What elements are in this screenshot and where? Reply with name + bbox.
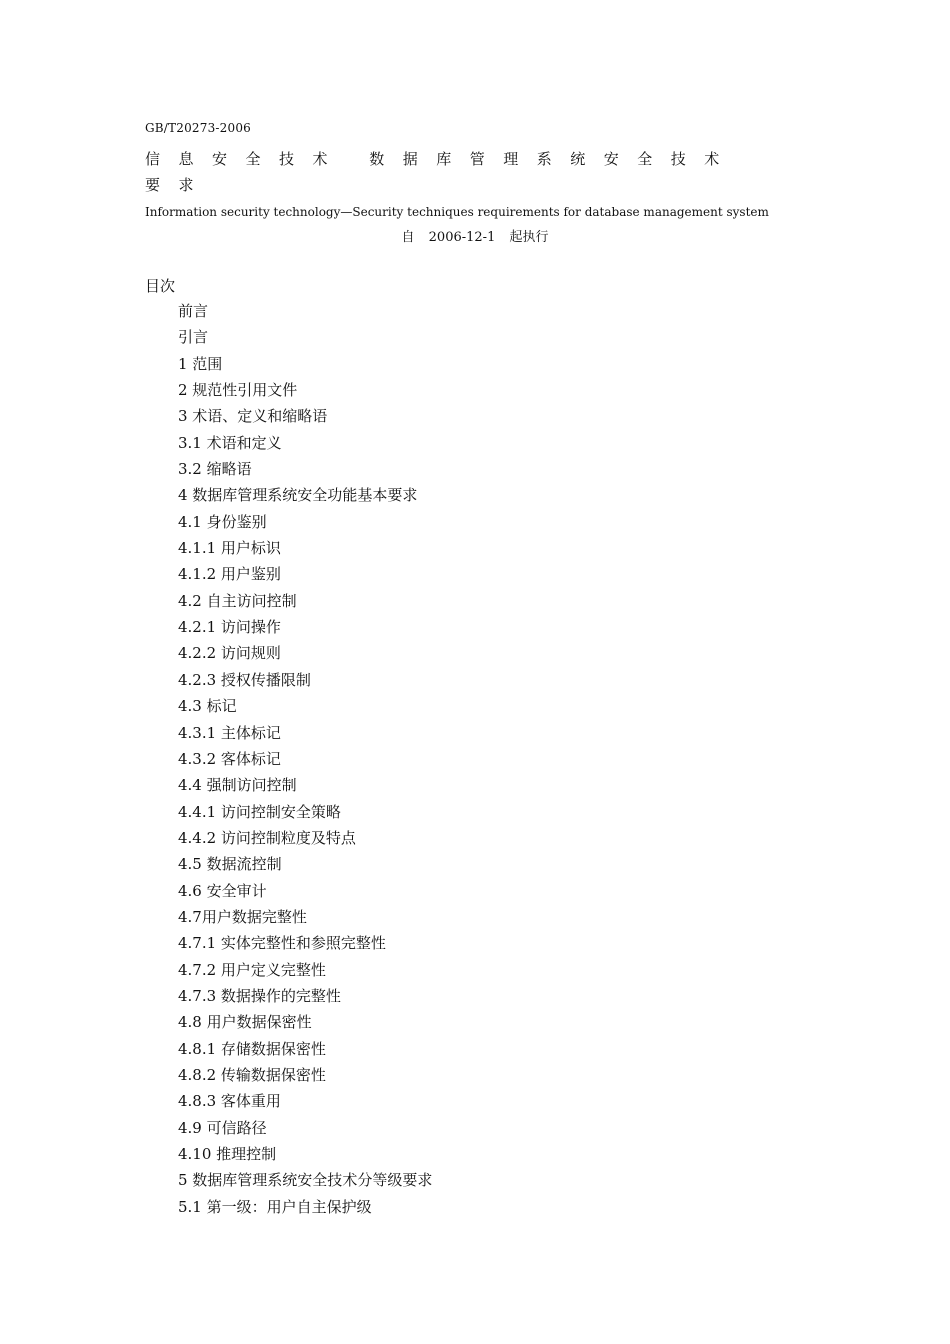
toc-item[interactable]: 4.3 标记 <box>178 697 237 716</box>
toc-item[interactable]: 4.3.1 主体标记 <box>178 723 281 742</box>
title-chinese <box>145 146 805 198</box>
toc-item[interactable]: 4.4.1 访问控制安全策略 <box>178 802 341 821</box>
toc-item[interactable]: 5 数据库管理系统安全技术分等级要求 <box>178 1171 433 1190</box>
title-english: Information security technology—Security techniques requirements for database management system <box>145 205 769 219</box>
effective-prefix: 自 <box>401 230 415 245</box>
toc-item[interactable]: 4.5 数据流控制 <box>178 855 282 874</box>
title-chinese-line-1: 信息安全技术 数据库管理系统安全技术 <box>145 150 738 168</box>
toc-item[interactable]: 引言 <box>178 328 209 347</box>
standard-code: GB/T20273-2006 <box>145 121 252 135</box>
title-chinese-line-2: 要求 <box>145 176 213 194</box>
toc-item[interactable]: 5.1 第一级：用户自主保护级 <box>178 1197 372 1216</box>
toc-item[interactable]: 4.6 安全审计 <box>178 881 267 900</box>
toc-item[interactable]: 4.9 可信路径 <box>178 1118 267 1137</box>
toc-item[interactable]: 1 范围 <box>178 354 223 373</box>
toc-item[interactable]: 4.7.3 数据操作的完整性 <box>178 986 341 1005</box>
toc-item[interactable]: 4.10 推理控制 <box>178 1145 277 1163</box>
toc-item[interactable]: 3 术语、定义和缩略语 <box>178 407 328 426</box>
toc-item[interactable]: 前言 <box>178 302 209 320</box>
toc-item[interactable]: 3.2 缩略语 <box>178 460 252 479</box>
toc-item[interactable]: 4.8.3 客体重用 <box>178 1092 281 1111</box>
toc-item[interactable]: 4.2.3 授权传播限制 <box>178 670 311 689</box>
toc-list <box>178 301 432 1223</box>
toc-item[interactable]: 4.2 自主访问控制 <box>178 591 297 610</box>
toc-item[interactable]: 4.7.2 用户定义完整性 <box>178 960 326 979</box>
toc-item[interactable]: 4.4.2 访问控制粒度及特点 <box>178 828 356 847</box>
toc-item[interactable]: 4.7.1 实体完整性和参照完整性 <box>178 934 386 953</box>
toc-item[interactable]: 2 规范性引用文件 <box>178 381 298 400</box>
toc-item[interactable]: 3.1 术语和定义 <box>178 433 282 452</box>
toc-heading: 目次 <box>145 277 176 295</box>
toc-item[interactable]: 4.1.1 用户标识 <box>178 539 281 558</box>
effective-date-line <box>145 226 805 245</box>
toc-item[interactable]: 4.1.2 用户鉴别 <box>178 565 281 584</box>
toc-item[interactable]: 4.8.1 存储数据保密性 <box>178 1039 326 1058</box>
toc-item[interactable]: 4.1 身份鉴别 <box>178 512 267 531</box>
toc-item[interactable]: 4.4 强制访问控制 <box>178 776 297 795</box>
effective-suffix: 起执行 <box>509 230 549 245</box>
toc-item[interactable]: 4 数据库管理系统安全功能基本要求 <box>178 486 418 505</box>
toc-item[interactable]: 4.2.2 访问规则 <box>178 644 281 663</box>
toc-item[interactable]: 4.3.2 客体标记 <box>178 749 281 768</box>
toc-item[interactable]: 4.7用户数据完整性 <box>178 907 307 926</box>
toc-item[interactable]: 4.2.1 访问操作 <box>178 618 281 637</box>
toc-item[interactable]: 4.8.2 传输数据保密性 <box>178 1065 326 1084</box>
effective-date: 2006-12-1 <box>428 230 496 245</box>
toc-item[interactable]: 4.8 用户数据保密性 <box>178 1013 312 1032</box>
